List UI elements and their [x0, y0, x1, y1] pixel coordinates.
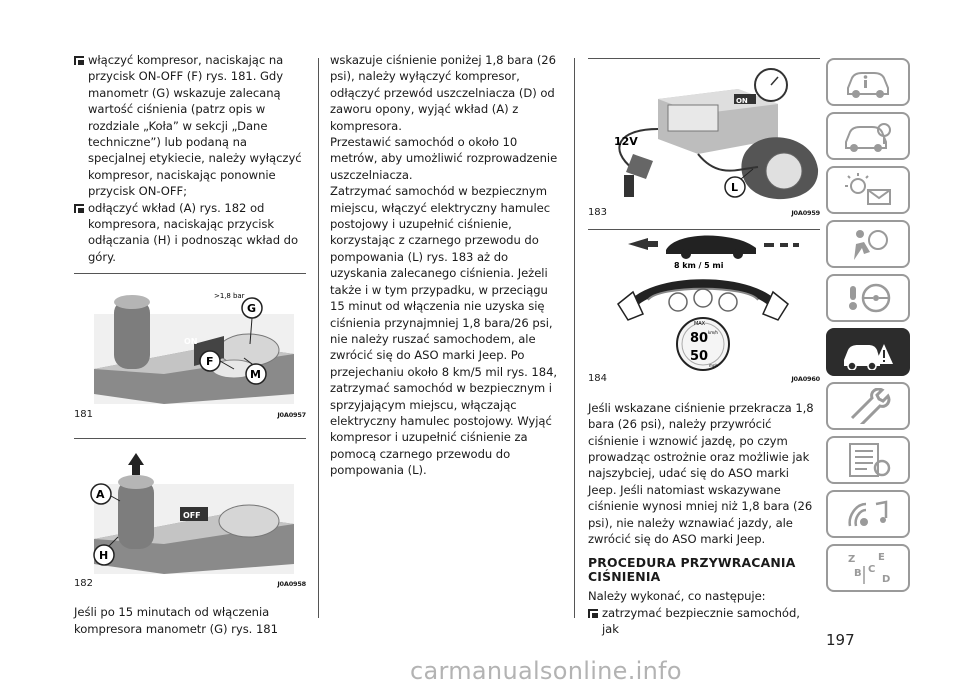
label-h: H [99, 548, 109, 562]
tab-maintenance[interactable] [826, 382, 910, 430]
multimedia-icon [842, 496, 894, 532]
figure-number: 184 [588, 373, 607, 385]
page-number: 197 [826, 631, 855, 649]
label-on: ON [184, 337, 198, 347]
tab-index[interactable] [826, 544, 910, 592]
figure-184-caption [588, 371, 820, 387]
watermark: carmanualsonline.info [410, 657, 682, 683]
bullet-marker-icon [74, 56, 84, 65]
figure-183-caption [588, 205, 820, 221]
paragraph: Przestawić samochód o około 10 metrów, aby umożliwić rozprowadzenie uszczelniacza. [330, 135, 558, 182]
tab-car-info[interactable] [826, 58, 910, 106]
label-l: L [731, 181, 738, 194]
figure-182-caption [74, 576, 306, 592]
label-off: OFF [183, 510, 201, 520]
technical-data-icon [842, 442, 894, 478]
figure-184 [588, 230, 820, 371]
paragraph: włączyć kompresor, naciskając na przycisk ON-OFF (F) rys. 181. Gdy manometr (G) wskazuje zalecaną wartość ciśnienia (patrz opis w rozdziale „Koła” w sekcji „Dane techniczne”) lub podaną na specjalnej etykiecie, należy wyłączyć kompresor, naciskając ponownie przycisk ON-OFF; [88, 53, 302, 199]
svg-text:E: E [878, 552, 885, 563]
figure-number: 183 [588, 207, 607, 218]
compressor-on-illustration [74, 274, 306, 407]
speed-limit-illustration [588, 230, 820, 371]
column-1 [74, 52, 306, 637]
figure-code: J0A0958 [277, 579, 306, 588]
paragraph: Jeśli wskazane ciśnienie przekracza 1,8 bara (26 psi), należy przywrócić ciśnienie i wznowić jazdę, po czym prowadząc ostrożnie oraz możliwie jak najszybciej, udać się do ASO marki Jeep. Jeśli natomiast wskazywane ciśnienie wynosi mniej niż 1,8 bara (26 psi), nie należy wznawiać jazdy, ale zwrócić się do ASO marki Jeep. [588, 400, 814, 547]
section-heading: PROCEDURA PRZYWRACANIA CIŚNIENIA [588, 555, 796, 585]
bullet-item [588, 605, 820, 638]
svg-text:B: B [854, 568, 862, 579]
bullet-marker-icon [74, 204, 84, 213]
svg-text:D: D [882, 574, 891, 585]
paragraph: Należy wykonać, co następuje: [588, 589, 766, 604]
tyre-inflation-illustration [588, 59, 820, 205]
unit-mph: mph [709, 363, 718, 369]
unit-kmh: km/h [708, 330, 718, 336]
chapter-tabs [826, 58, 910, 598]
column-3 [588, 52, 820, 638]
figure-number: 182 [74, 577, 93, 589]
figure-number: 181 [74, 409, 93, 421]
column-2 [330, 52, 560, 479]
tab-emergency[interactable] [826, 328, 910, 376]
pressure-label: >1,8 bar [214, 292, 245, 301]
label-12v: 12V [614, 135, 638, 148]
label-f: F [206, 355, 214, 369]
tab-car-keys[interactable] [826, 112, 910, 160]
paragraph: Jeśli po 15 minutach od włączenia kompresora manometr (G) rys. 181 [74, 605, 278, 636]
svg-text:C: C [868, 564, 876, 575]
tab-lights-warning[interactable] [826, 166, 910, 214]
figure-181-caption [74, 407, 306, 423]
tab-steering-driving[interactable] [826, 274, 910, 322]
bullet-item [74, 52, 306, 200]
speed-80: 80 [690, 331, 708, 347]
tab-technical-data[interactable] [826, 436, 910, 484]
figure-183 [588, 59, 820, 205]
maintenance-wrench-icon [842, 388, 894, 424]
airbag-safety-icon [842, 226, 894, 262]
steering-driving-icon [842, 280, 894, 316]
figure-code: J0A0957 [277, 411, 306, 420]
label-a: A [96, 487, 105, 501]
label-on: ON [736, 97, 748, 105]
lights-warning-icon [842, 172, 894, 208]
figure-181 [74, 274, 306, 407]
label-g: G [247, 302, 256, 316]
label-m: M [250, 368, 261, 382]
distance-label: 8 km / 5 mi [674, 261, 724, 271]
paragraph: Zatrzymać samochód w bezpiecznym miejscu, włączyć elektryczny hamulec postojowy i uzupełnić ciśnienie, korzystając z czarnego przewodu do pompowania (L) rys. 183 aż do uzyskania zalecanego ciśnienia. Jeżeli także i w tym przypadku, w przeciągu 15 minut od włączenia nie uzyska się ciśnienia przynajmniej 1,8 bara/26 psi, nie należy ruszać samochodem, ale zwrócić się do ASO marki Jeep. Po przejechaniu około 8 km/5 mil rys. 184, zatrzymać samochód w bezpiecznym i sprzyjającym miejscu, włączając elektryczny hamulec postojowy. Wyjąć kompresor i uzupełnić ciśnienie za pomocą czarnego przewodu do pompowania (L). [330, 184, 558, 478]
compressor-off-illustration [74, 439, 306, 576]
figure-code: J0A0960 [791, 375, 820, 384]
column-divider [318, 58, 319, 618]
figure-code: J0A0959 [791, 209, 820, 217]
max-label: MAX [694, 321, 706, 328]
speed-50: 50 [690, 349, 708, 365]
car-info-icon [842, 64, 894, 100]
emergency-car-icon [842, 334, 894, 370]
figure-182 [74, 439, 306, 576]
svg-text:Z: Z [848, 554, 856, 565]
index-letters-icon [842, 550, 894, 586]
paragraph: odłączyć wkład (A) rys. 182 od kompresora, naciskając przycisk odłączania (H) i podnosząc wkład do góry. [88, 200, 299, 264]
bullet-item [74, 200, 306, 266]
bullet-marker-icon [588, 609, 598, 618]
tab-multimedia[interactable] [826, 490, 910, 538]
paragraph: wskazuje ciśnienie poniżej 1,8 bara (26 psi), należy wyłączyć kompresor, odłączyć przewód uszczelniacza (D) od zaworu opony, wyjąć wkład (A) z kompresora. [330, 53, 556, 133]
car-keys-icon [842, 118, 894, 154]
tab-airbag-safety[interactable] [826, 220, 910, 268]
paragraph: zatrzymać bezpiecznie samochód, jak [602, 605, 800, 637]
column-divider [574, 58, 575, 618]
